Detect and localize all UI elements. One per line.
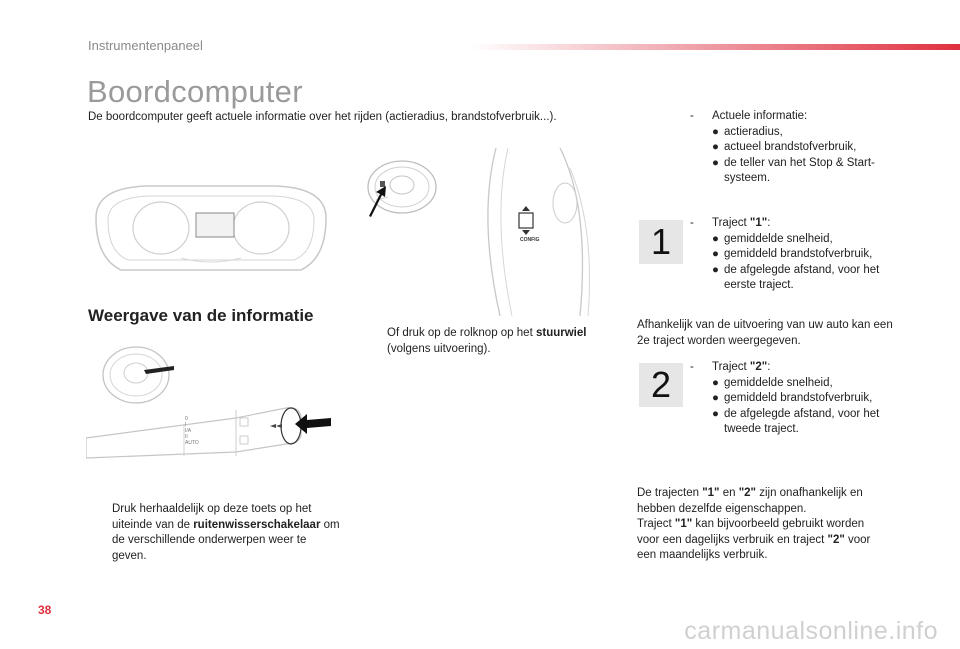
section-heading: Weergave van de informatie — [88, 306, 314, 325]
intro-text: De boordcomputer geeft actuele informatie over het rijden (actieradius, brandstofverbruik...). — [88, 111, 557, 123]
current-info-block: - Actuele informatie: ● actieradius, ● actueel brandstofverbruik, ● de teller van het Stop & Start-systeem. — [690, 109, 895, 187]
instrument-cluster-illustration — [86, 178, 336, 278]
instruction-marker — [88, 502, 102, 564]
pointer-arrow-icon — [295, 412, 331, 436]
trip-1-display-tile: 1 — [639, 220, 683, 264]
list-item: ● gemiddelde snelheid, — [712, 232, 833, 245]
trip-independence-note: De trajecten "1" en "2" zijn onafhankelijk en hebben dezelfde eigenschappen. Traject "1" kan bijvoorbeeld gebruikt worden voor een dagelijks verbruik en traject "2" voor een maandelijks verbruik. — [637, 487, 871, 561]
header-accent-bar — [470, 44, 960, 50]
list-item: ● de teller van het Stop & Start-systeem. — [712, 156, 875, 184]
list-item: ● gemiddeld brandstofverbruik, — [712, 392, 873, 404]
page-title: Boordcomputer — [87, 74, 303, 109]
stalk-position-labels: 0 I I/A II AUTO — [185, 416, 199, 446]
trip-2-availability-note: Afhankelijk van de uitvoering van uw auto kan een 2e traject worden weergegeven. — [637, 319, 893, 347]
list-item: ● gemiddelde snelheid, — [712, 376, 833, 389]
config-roller-label: CONFIG — [520, 237, 540, 243]
steering-wheel-instruction — [363, 326, 593, 357]
page-number: 38 — [38, 603, 52, 617]
instruction-text: Druk herhaaldelijk op deze toets op het uiteinde van de ruitenwisserschakelaar om de verschillende onderwerpen weer te geven. — [112, 503, 340, 562]
section-label: Instrumentenpaneel — [88, 38, 203, 53]
instruction-text: Of druk op de rolknop op het stuurwiel (volgens uitvoering). — [387, 327, 587, 355]
list-item: ● actieradius, — [712, 125, 783, 138]
trip-2-block: - Traject "2": ● gemiddelde snelheid, ● gemiddeld brandstofverbruik, ● de afgelegde afstand, voor het tweede traject. — [690, 360, 895, 438]
pointer-arrow-icon — [366, 186, 388, 218]
list-item: ● gemiddeld brandstofverbruik, — [712, 248, 873, 260]
list-item: ● actueel brandstofverbruik, — [712, 141, 857, 153]
list-item: ● de afgelegde afstand, voor het tweede traject. — [712, 407, 880, 435]
wiper-stalk-illustration — [86, 396, 336, 476]
steering-wheel-closeup-illustration — [470, 148, 610, 318]
wiper-stalk-instruction — [88, 502, 344, 564]
list-item: ● de afgelegde afstand, voor het eerste traject. — [712, 263, 880, 291]
trip-2-display-tile: 2 — [639, 363, 683, 407]
trip-1-block: - Traject "1": ● gemiddelde snelheid, ● gemiddeld brandstofverbruik, ● de afgelegde afstand, voor het eerste traject. — [690, 216, 895, 294]
instruction-marker — [363, 326, 377, 357]
watermark: carmanualsonline.info — [684, 617, 938, 645]
